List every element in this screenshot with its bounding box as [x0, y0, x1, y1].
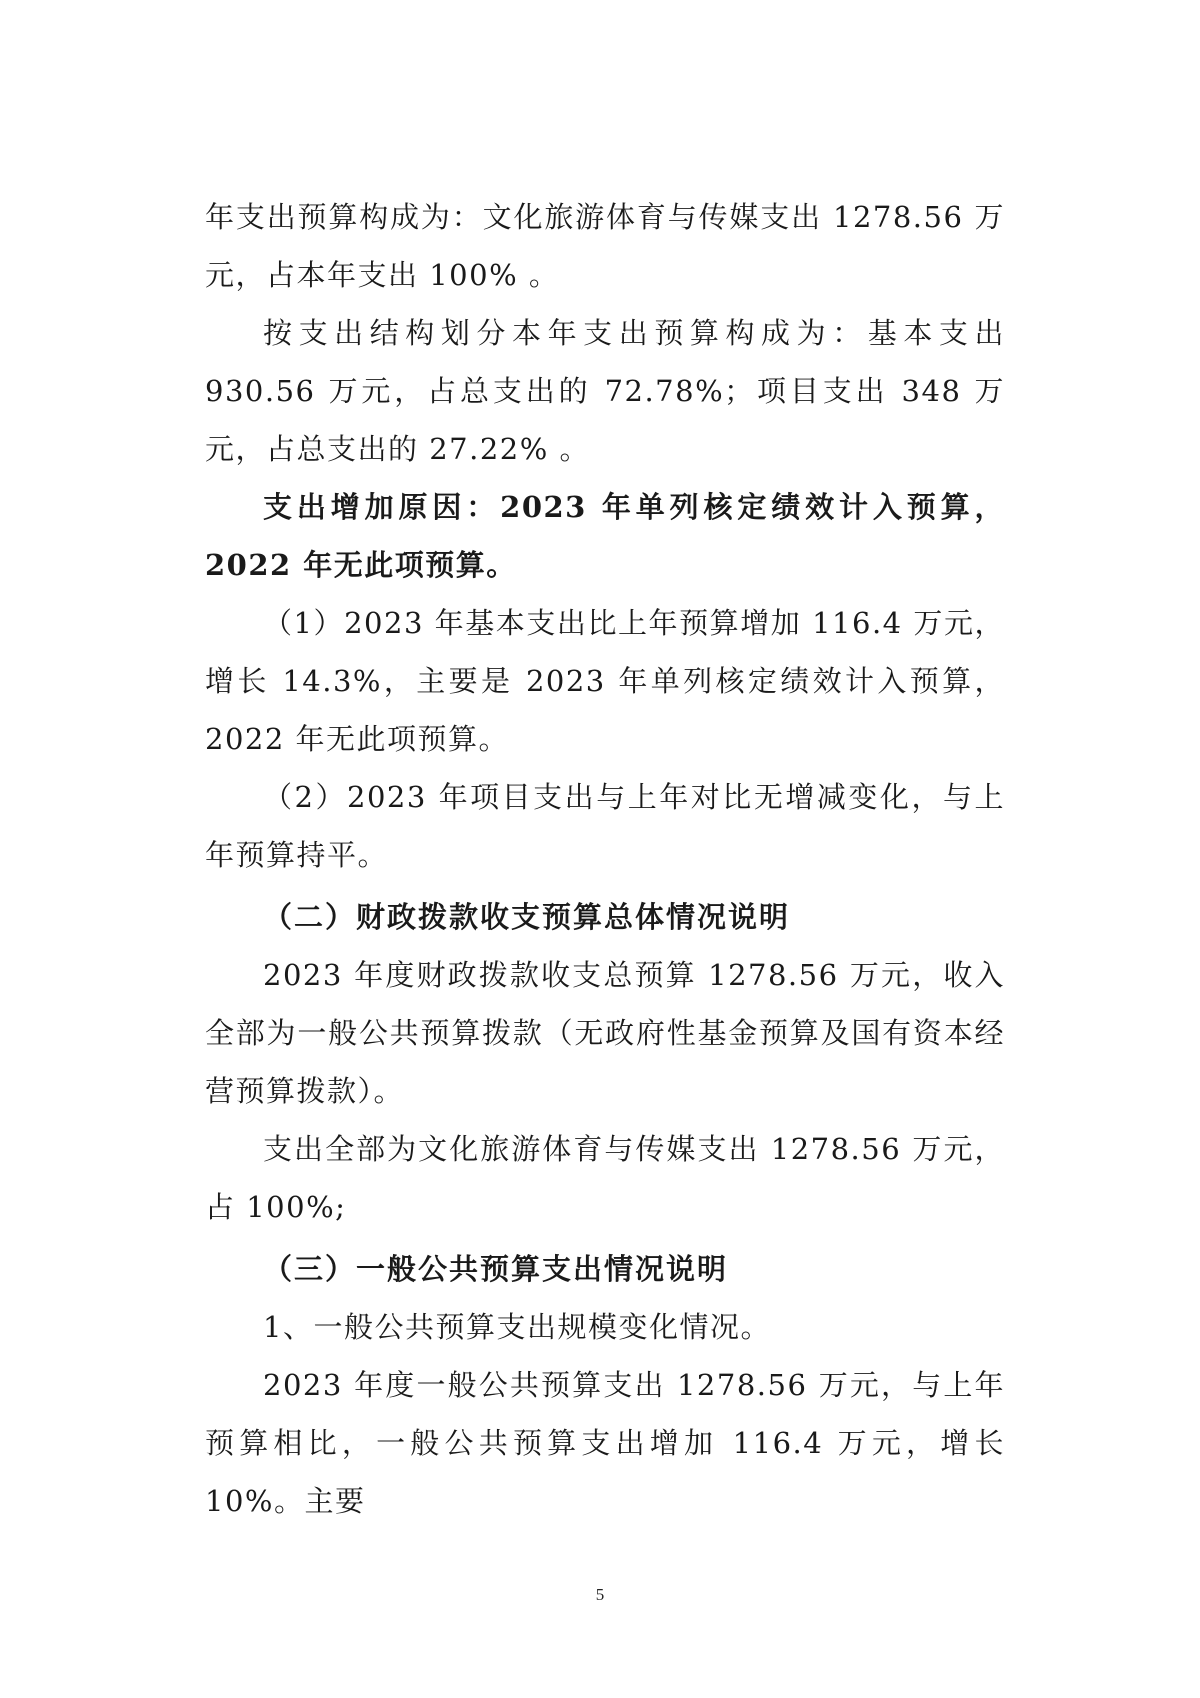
- paragraph-fiscal-expenditure: 支出全部为文化旅游体育与传媒支出 1278.56 万元，占 100%;: [205, 1132, 1005, 1224]
- section-heading-fiscal-allocation: （二）财政拨款收支预算总体情况说明: [263, 900, 791, 934]
- section-heading-general-budget: （三）一般公共预算支出情况说明: [263, 1252, 729, 1286]
- paragraph-general-budget-amount: 2023 年度一般公共预算支出 1278.56 万元，与上年预算相比，一般公共预算支出增加 116.4 万元，增长 10%。主要: [205, 1368, 1005, 1518]
- page-number: 5: [595, 1585, 605, 1604]
- paragraph-project-expenditure-change: （2）2023 年项目支出与上年对比无增减变化，与上年预算持平。: [205, 780, 1005, 872]
- paragraph-expenditure-structure: 按支出结构划分本年支出预算构成为：基本支出 930.56 万元，占总支出的 72.78%；项目支出 348 万元，占总支出的 27.22% 。: [205, 316, 1005, 466]
- paragraph-expenditure-composition: 年支出预算构成为：文化旅游体育与传媒支出 1278.56 万元，占本年支出 100% 。: [205, 200, 1005, 292]
- paragraph-basic-expenditure-change: （1）2023 年基本支出比上年预算增加 116.4 万元，增长 14.3%，主要是 2023 年单列核定绩效计入预算，2022 年无此项预算。: [205, 606, 1005, 756]
- paragraph-increase-reason: 支出增加原因：2023 年单列核定绩效计入预算，2022 年无此项预算。: [205, 490, 1005, 582]
- page-body: [205, 188, 1005, 1530]
- paragraph-fiscal-allocation-total: 2023 年度财政拨款收支总预算 1278.56 万元，收入全部为一般公共预算拨款（无政府性基金预算及国有资本经营预算拨款）。: [205, 958, 1005, 1108]
- paragraph-general-budget-scale: 1、一般公共预算支出规模变化情况。: [263, 1310, 771, 1344]
